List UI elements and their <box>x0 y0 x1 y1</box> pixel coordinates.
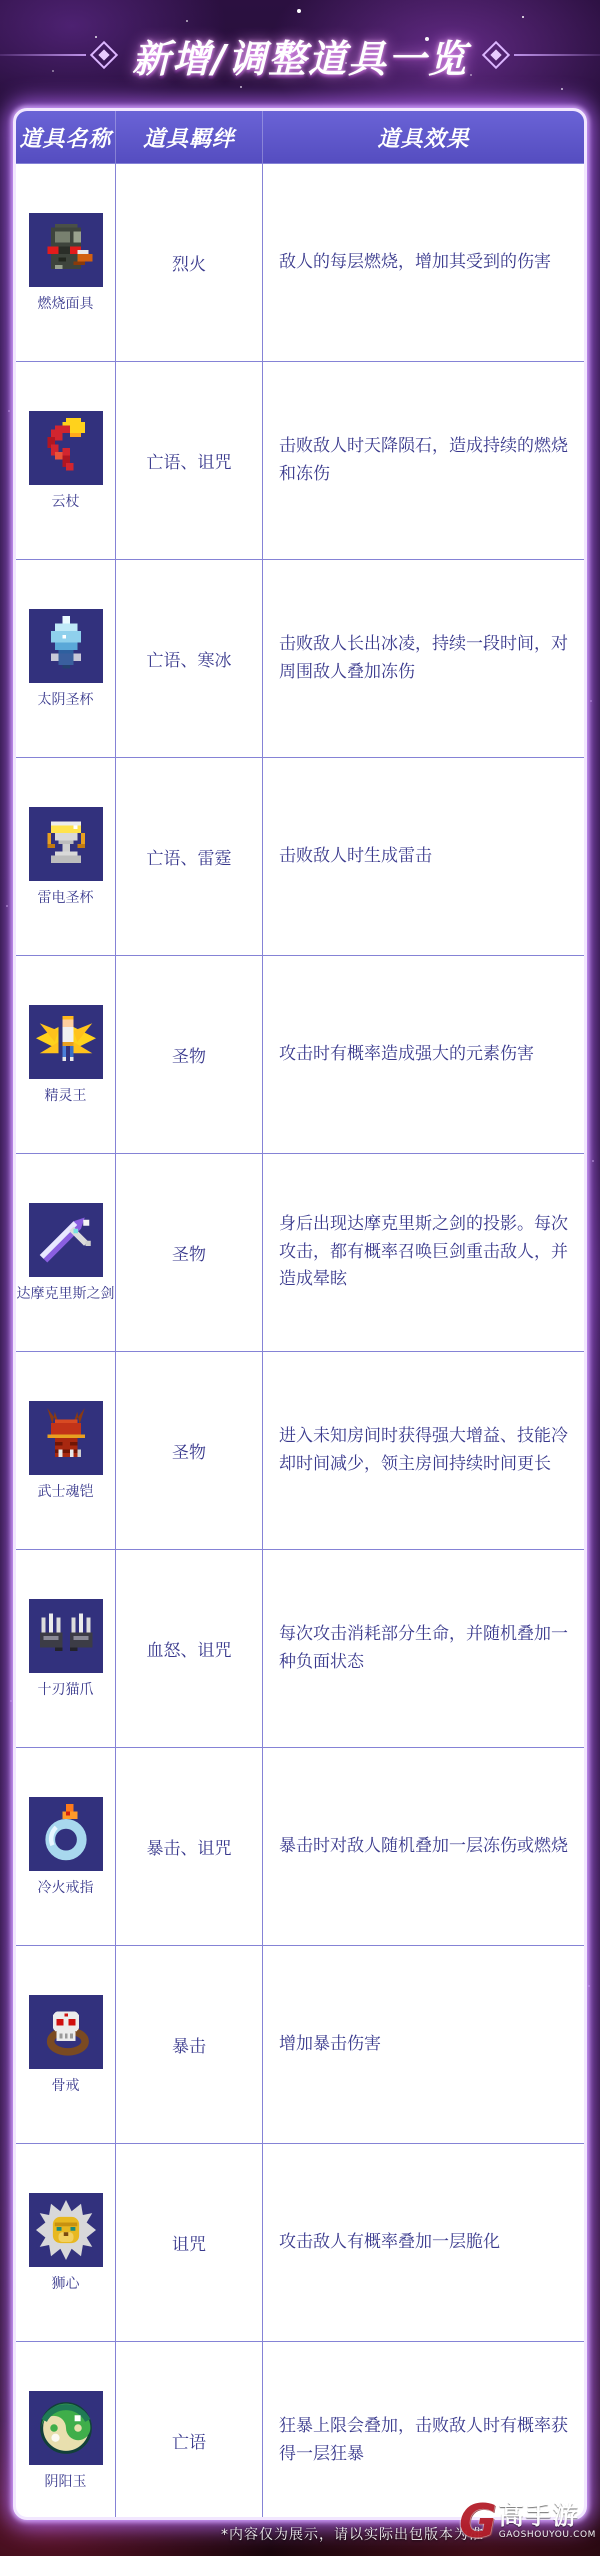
header-item-effect: 道具效果 <box>377 126 470 152</box>
item-name: 阴阳玉 <box>44 2473 87 2490</box>
item-name: 达摩克里斯之剑 <box>16 1285 115 1302</box>
yin-yang-jade-icon <box>29 2391 103 2465</box>
item-effect: 攻击时有概率造成强大的元素伤害 <box>279 1043 534 1064</box>
item-name: 太阴圣杯 <box>37 691 94 708</box>
item-bond: 诅咒 <box>116 2144 263 2341</box>
page-title-bar <box>0 26 600 84</box>
table-row <box>16 361 584 559</box>
footer-note: *内容仅为展示，请以实际出包版本为准 <box>221 2527 484 2543</box>
header-item-bond: 道具羁绊 <box>116 111 263 163</box>
item-effect: 击败敌人时天降陨石，造成持续的燃烧和冻伤 <box>279 435 568 484</box>
item-effect: 攻击敌人有概率叠加一层脆化 <box>279 2231 500 2252</box>
table-row <box>16 757 584 955</box>
item-effect: 狂暴上限会叠加，击败敌人时有概率获得一层狂暴 <box>279 2415 568 2464</box>
item-effect: 敌人的每层燃烧，增加其受到的伤害 <box>279 251 551 272</box>
item-bond: 暴击、诅咒 <box>116 1748 263 1945</box>
items-table <box>13 108 587 2520</box>
header-item-name: 道具名称 <box>16 111 116 163</box>
cloud-staff-icon <box>29 411 103 485</box>
item-name: 燃烧面具 <box>37 295 94 312</box>
item-bond: 亡语、诅咒 <box>116 362 263 559</box>
item-name: 十刃猫爪 <box>37 1681 94 1698</box>
item-name: 狮心 <box>51 2275 80 2292</box>
table-row <box>16 163 584 361</box>
title-line-right <box>514 54 600 56</box>
item-name: 冷火戒指 <box>37 1879 94 1896</box>
gaoshouyou-logo-icon: G <box>458 2494 497 2548</box>
page-title: 新增/调整道具一览 <box>132 36 468 81</box>
table-header <box>16 111 584 163</box>
samurai-soul-armor-icon <box>29 1401 103 1475</box>
item-name: 云杖 <box>51 493 80 510</box>
table-row <box>16 1747 584 1945</box>
item-effect: 进入未知房间时获得强大增益、技能冷却时间减少，领主房间持续时间更长 <box>279 1425 568 1474</box>
table-row <box>16 2143 584 2341</box>
bone-ring-icon <box>29 1995 103 2069</box>
item-bond: 圣物 <box>116 956 263 1153</box>
burning-mask-icon <box>29 213 103 287</box>
table-row <box>16 955 584 1153</box>
item-bond: 亡语、寒冰 <box>116 560 263 757</box>
item-effect: 击败敌人时生成雷击 <box>279 845 432 866</box>
item-bond: 血怒、诅咒 <box>116 1550 263 1747</box>
item-effect: 身后出现达摩克里斯之剑的投影。每次攻击，都有概率召唤巨剑重击敌人，并造成晕眩 <box>279 1214 568 1290</box>
item-bond: 亡语、雷霆 <box>116 758 263 955</box>
table-row <box>16 1153 584 1351</box>
table-row <box>16 2341 584 2520</box>
item-name: 骨戒 <box>51 2077 80 2094</box>
diamond-ornament-left-icon <box>90 41 118 69</box>
ten-blade-cat-claw-icon <box>29 1599 103 1673</box>
item-bond: 圣物 <box>116 1154 263 1351</box>
title-line-left <box>0 54 86 56</box>
item-bond: 烈火 <box>116 164 263 361</box>
elf-king-icon <box>29 1005 103 1079</box>
item-name: 武士魂铠 <box>37 1483 94 1500</box>
damocles-sword-icon <box>29 1203 103 1277</box>
table-row <box>16 1351 584 1549</box>
table-row <box>16 1549 584 1747</box>
table-row <box>16 559 584 757</box>
item-effect: 增加暴击伤害 <box>279 2033 381 2054</box>
table-row <box>16 1945 584 2143</box>
starfield-background <box>0 0 2 2</box>
watermark-brand: 高手游 <box>498 2500 580 2530</box>
diamond-ornament-right-icon <box>482 41 510 69</box>
lion-heart-icon <box>29 2193 103 2267</box>
lightning-chalice-icon <box>29 807 103 881</box>
item-bond: 圣物 <box>116 1352 263 1549</box>
cold-fire-ring-icon <box>29 1797 103 1871</box>
item-bond: 亡语 <box>116 2342 263 2520</box>
item-effect: 暴击时对敌人随机叠加一层冻伤或燃烧 <box>279 1835 568 1856</box>
item-name: 雷电圣杯 <box>37 889 94 906</box>
item-name: 精灵王 <box>44 1087 87 1104</box>
item-effect: 击败敌人长出冰凌，持续一段时间，对周围敌人叠加冻伤 <box>279 633 568 682</box>
item-effect: 每次攻击消耗部分生命，并随机叠加一种负面状态 <box>279 1623 568 1672</box>
lunar-chalice-icon <box>29 609 103 683</box>
item-bond: 暴击 <box>116 1946 263 2143</box>
watermark-site: GAOSHOUYOU.COM <box>498 2529 596 2540</box>
gaoshouyou-watermark <box>458 2494 596 2548</box>
